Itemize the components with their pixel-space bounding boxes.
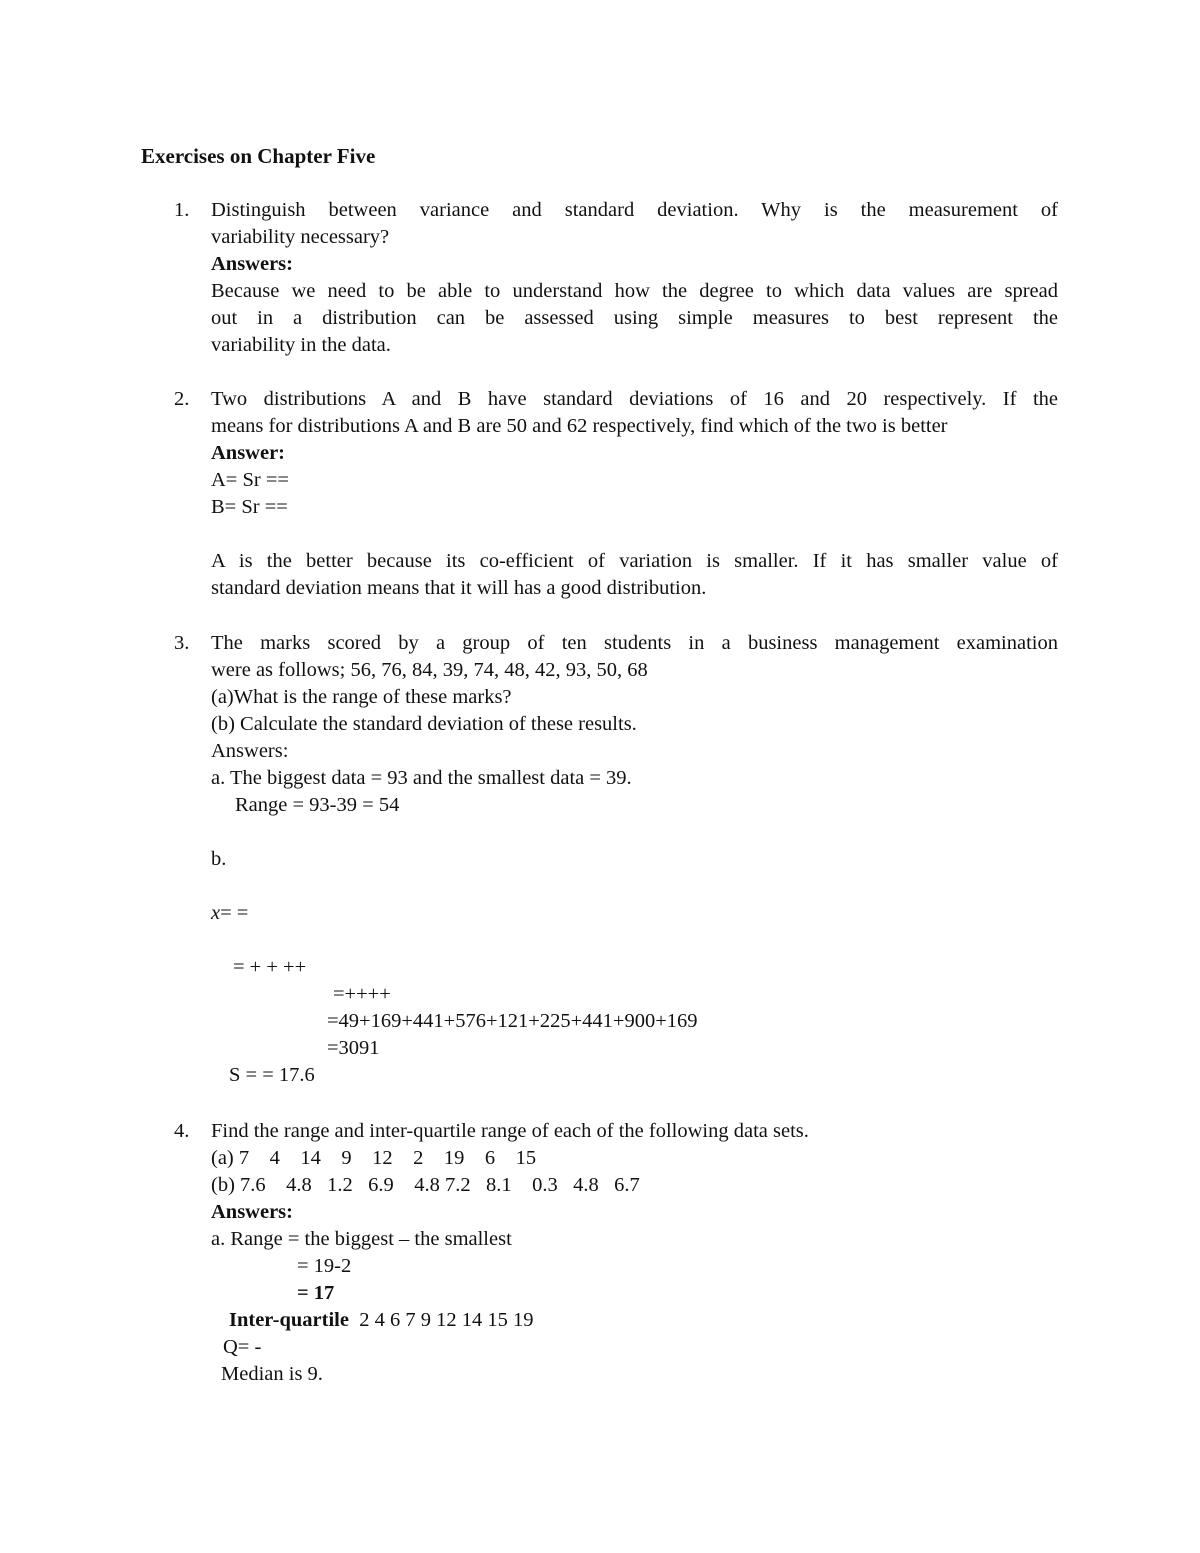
question-1 <box>174 197 1058 359</box>
sum-line: =49+169+441+576+121+225+441+900+169 <box>327 1010 698 1032</box>
question-2 <box>174 386 1058 602</box>
answer-label: Answer: <box>211 442 286 464</box>
mean-symbol: x <box>211 902 221 924</box>
question-number: 1. <box>174 199 190 221</box>
answer-text: variability in the data. <box>211 334 391 356</box>
question-text: The marks scored by a group of ten students in a business management examination <box>211 632 1058 654</box>
answer-text: A is the better because its co-efficient of variation is smaller. If it has smaller value of <box>211 550 1058 572</box>
page-title: Exercises on Chapter Five <box>141 144 376 168</box>
inter-quartile-label: Inter-quartile <box>229 1309 349 1331</box>
data-set-a: (a) 7 4 14 9 12 2 19 6 15 <box>211 1147 537 1169</box>
range-line: Range = 93-39 = 54 <box>235 794 400 816</box>
mean-formula-rest: = = <box>220 902 249 924</box>
question-text: Two distributions A and B have standard deviations of 16 and 20 respectively. If the <box>211 388 1058 410</box>
question-number: 2. <box>174 388 190 410</box>
question-number: 4. <box>174 1120 190 1142</box>
data-set-b: (b) 7.6 4.8 1.2 6.9 4.8 7.2 8.1 0.3 4.8 6.7 <box>211 1174 640 1196</box>
sum-line: =++++ <box>333 983 391 1005</box>
mean-formula <box>211 900 1058 927</box>
range-result: = 17 <box>297 1282 335 1304</box>
answer-part-b: b. <box>211 848 227 870</box>
answer-text: out in a distribution can be assessed using simple measures to best represent the <box>211 307 1058 329</box>
std-dev-result: S = = 17.6 <box>229 1064 315 1086</box>
range-step: = 19-2 <box>297 1255 352 1277</box>
sum-total: =3091 <box>327 1037 380 1059</box>
range-formula: a. Range = the biggest – the smallest <box>211 1228 512 1250</box>
answer-text: a. The biggest data = 93 and the smallest data = 39. <box>211 767 632 789</box>
answer-label: Answers: <box>211 1201 293 1223</box>
inter-quartile-line <box>211 1307 1058 1334</box>
question-text: were as follows; 56, 76, 84, 39, 74, 48, 42, 93, 50, 68 <box>211 659 648 681</box>
formula-line: B= Sr == <box>211 496 288 518</box>
answer-label: Answers: <box>211 740 289 762</box>
question-3 <box>174 630 1058 1089</box>
answer-text: Because we need to be able to understand how the degree to which data values are spread <box>211 280 1058 302</box>
question-part-b: (b) Calculate the standard deviation of these results. <box>211 713 637 735</box>
question-part-a: (a)What is the range of these marks? <box>211 686 512 708</box>
answer-label: Answers: <box>211 253 293 275</box>
formula-line: A= Sr == <box>211 469 289 491</box>
question-text: means for distributions A and B are 50 and 62 respectively, find which of the two is better <box>211 415 948 437</box>
sum-line: = + + ++ <box>233 956 307 978</box>
question-text: Distinguish between variance and standard deviation. Why is the measurement of <box>211 199 1058 221</box>
question-text: Find the range and inter-quartile range of each of the following data sets. <box>211 1120 809 1142</box>
question-text: variability necessary? <box>211 226 390 248</box>
question-number: 3. <box>174 632 190 654</box>
question-4 <box>174 1118 1058 1388</box>
inter-quartile-values: 2 4 6 7 9 12 14 15 19 <box>359 1309 534 1331</box>
median-text: Median is 9. <box>221 1363 323 1385</box>
quartile-formula: Q= - <box>223 1336 262 1358</box>
answer-text: standard deviation means that it will has a good distribution. <box>211 577 707 599</box>
